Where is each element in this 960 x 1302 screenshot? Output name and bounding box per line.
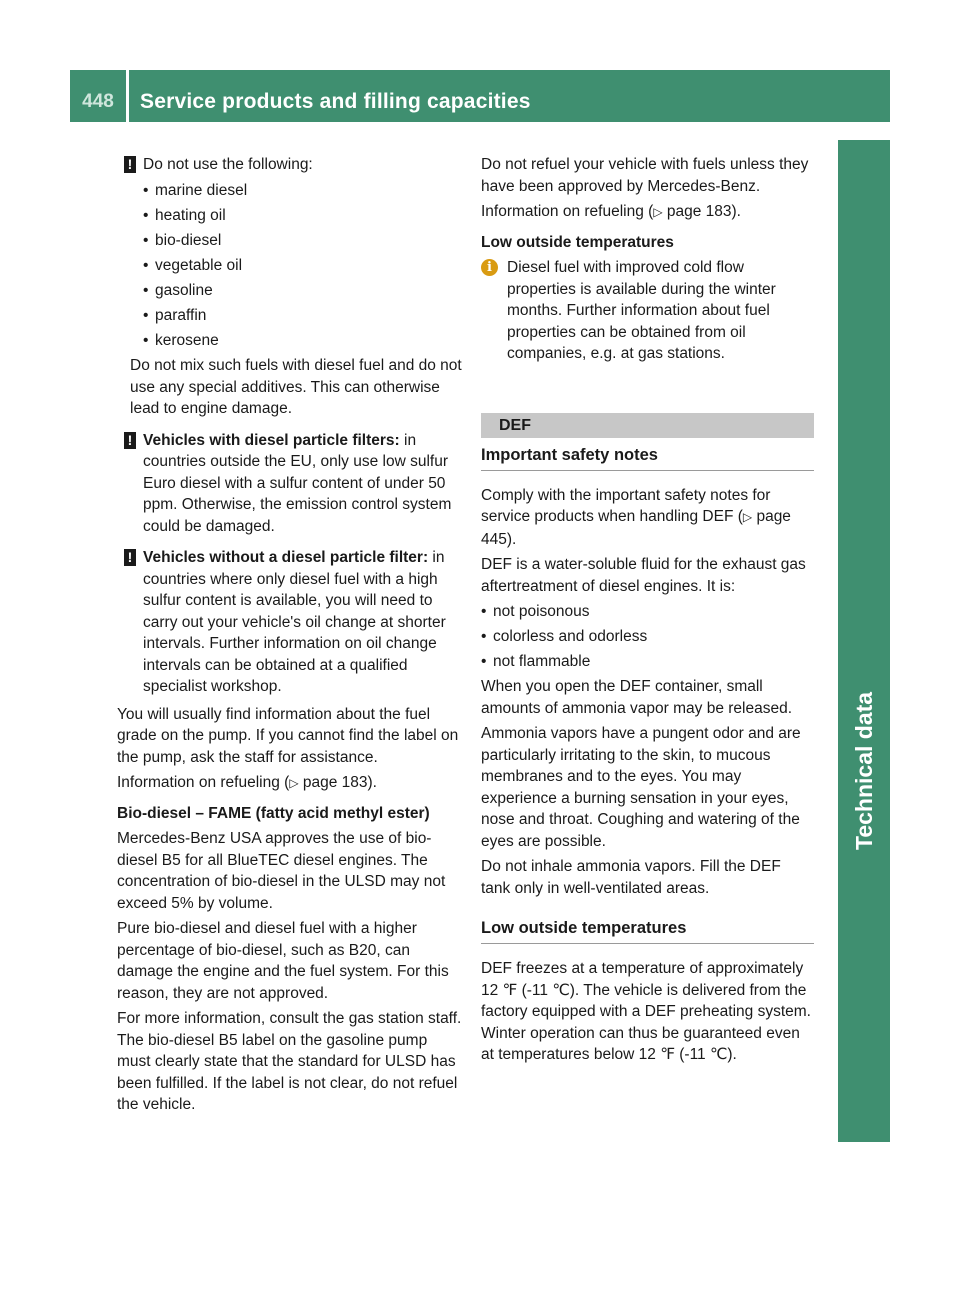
warning-note-fuels [117, 154, 462, 420]
warning-icon: ! [124, 549, 136, 566]
paragraph: Do not refuel your vehicle with fuels unless they have been approved by Mercedes-Benz. [481, 156, 809, 195]
list-item: • not flammable [481, 651, 814, 673]
paragraph: Pure bio-diesel and diesel fuel with a higher percentage of bio-diesel, such as B20, can damage the engine and the fuel system. For this reason, they are not approved. [117, 920, 449, 1002]
ref-page: page 183). [662, 203, 741, 220]
ref-text: Comply with the important safety notes for service products when handling DEF ( [481, 486, 771, 525]
page-number: 448 [82, 91, 114, 112]
paragraph: Do not inhale ammonia vapors. Fill the DEF tank only in well-ventilated areas. [481, 858, 781, 897]
ref-text: Information on refueling ( [117, 774, 290, 792]
paragraph: When you open the DEF container, small amounts of ammonia vapor may be released. [481, 678, 793, 717]
warning-note-no-dpf [117, 547, 462, 698]
list-item: • heating oil [143, 205, 462, 227]
list-item: • marine diesel [143, 180, 462, 202]
right-column [481, 154, 814, 1070]
note-text [130, 430, 462, 538]
refueling-reference [117, 772, 462, 795]
ref-text: Information on refueling ( [481, 203, 654, 220]
list-item: • bio-diesel [143, 230, 462, 252]
low-temp-heading-def: Low outside temperatures [481, 911, 814, 944]
note-bold-lead: Vehicles with diesel particle filters: [143, 431, 400, 449]
page-ref-arrow-icon: ▷ [289, 776, 299, 791]
note-body: in countries outside the EU, only use low sulfur Euro diesel with a sulfur content of under 50 ppm. Otherwise, the emission control system could be damaged. [143, 431, 452, 535]
prohibited-fuels-list [130, 180, 462, 352]
left-column [117, 154, 462, 1120]
list-item: • kerosene [143, 330, 462, 352]
page-header [70, 70, 890, 122]
warning-note-dpf [117, 430, 462, 538]
paragraph: For more information, consult the gas station staff. The bio-diesel B5 label on the gasoline pump must clearly state that the standard for ULSD has been fulfilled. If the label is not clear, do not refuel the vehicle. [117, 1010, 462, 1114]
paragraph: You will usually find information about the fuel grade on the pump. If you cannot find the label on the pump, ask the staff for assistance. [117, 705, 459, 766]
list-item: • gasoline [143, 280, 462, 302]
note-outro: Do not mix such fuels with diesel fuel and do not use any special additives. This can otherwise lead to engine damage. [130, 357, 462, 418]
info-note [481, 257, 814, 365]
chapter-title: Service products and filling capacities [140, 90, 531, 113]
warning-icon: ! [124, 156, 136, 173]
info-text: Diesel fuel with improved cold flow properties is available during the winter months. Further information about fuel properties can be obtained from oil companies, e.g. at gas stations. [507, 259, 776, 362]
paragraph: Mercedes-Benz USA approves the use of bio-diesel B5 for all BlueTEC diesel engines. The concentration of bio-diesel in the ULSD may not exceed 5% by volume. [117, 830, 446, 912]
safety-reference [481, 485, 814, 551]
note-intro: Do not use the following: [143, 156, 313, 173]
paragraph: DEF is a water-soluble fluid for the exhaust gas aftertreatment of diesel engines. It is: [481, 556, 806, 595]
header-divider [126, 70, 129, 122]
list-item: • vegetable oil [143, 255, 462, 277]
warning-icon: ! [124, 432, 136, 449]
page-ref-arrow-icon: ▷ [742, 510, 753, 524]
list-item: • colorless and odorless [481, 626, 814, 648]
info-icon: i [481, 259, 498, 276]
note-bold-lead: Vehicles without a diesel particle filter: [143, 549, 429, 567]
list-item: • not poisonous [481, 601, 814, 623]
side-tab-label: Technical data [851, 691, 877, 850]
refueling-reference [481, 201, 814, 224]
section-bar-def: DEF [481, 413, 814, 438]
note-body: in countries where only diesel fuel with a high sulfur content is available, you will need to carry out your vehicle's oil change at shorter intervals. Further information on oil change intervals can be obtained at a qualified specialist workshop. [143, 549, 446, 696]
low-temp-heading: Low outside temperatures [481, 233, 674, 251]
paragraph: DEF freezes at a temperature of approximately 12 ℉ (-11 ℃). The vehicle is delivered from the factory equipped with a DEF preheating system. Winter operation can thus be guaranteed even at temperatures below 12 ℉ (-11 ℃). [481, 960, 811, 1064]
note-text [130, 547, 462, 698]
list-item: • paraffin [143, 305, 462, 327]
ref-page: page 445). [481, 508, 791, 548]
paragraph: Ammonia vapors have a pungent odor and are particularly irritating to the skin, to mucous membranes and to the eyes. You may experience a burning sensation in your eyes, nose and throat. Coughing and watering of the eyes are possible. [481, 725, 801, 850]
biodiesel-heading: Bio-diesel – FAME (fatty acid methyl ester) [117, 804, 430, 822]
safety-notes-heading: Important safety notes [481, 438, 814, 471]
def-properties-list [481, 601, 814, 673]
page-ref-arrow-icon: ▷ [653, 205, 663, 219]
ref-page: page 183). [298, 774, 377, 792]
